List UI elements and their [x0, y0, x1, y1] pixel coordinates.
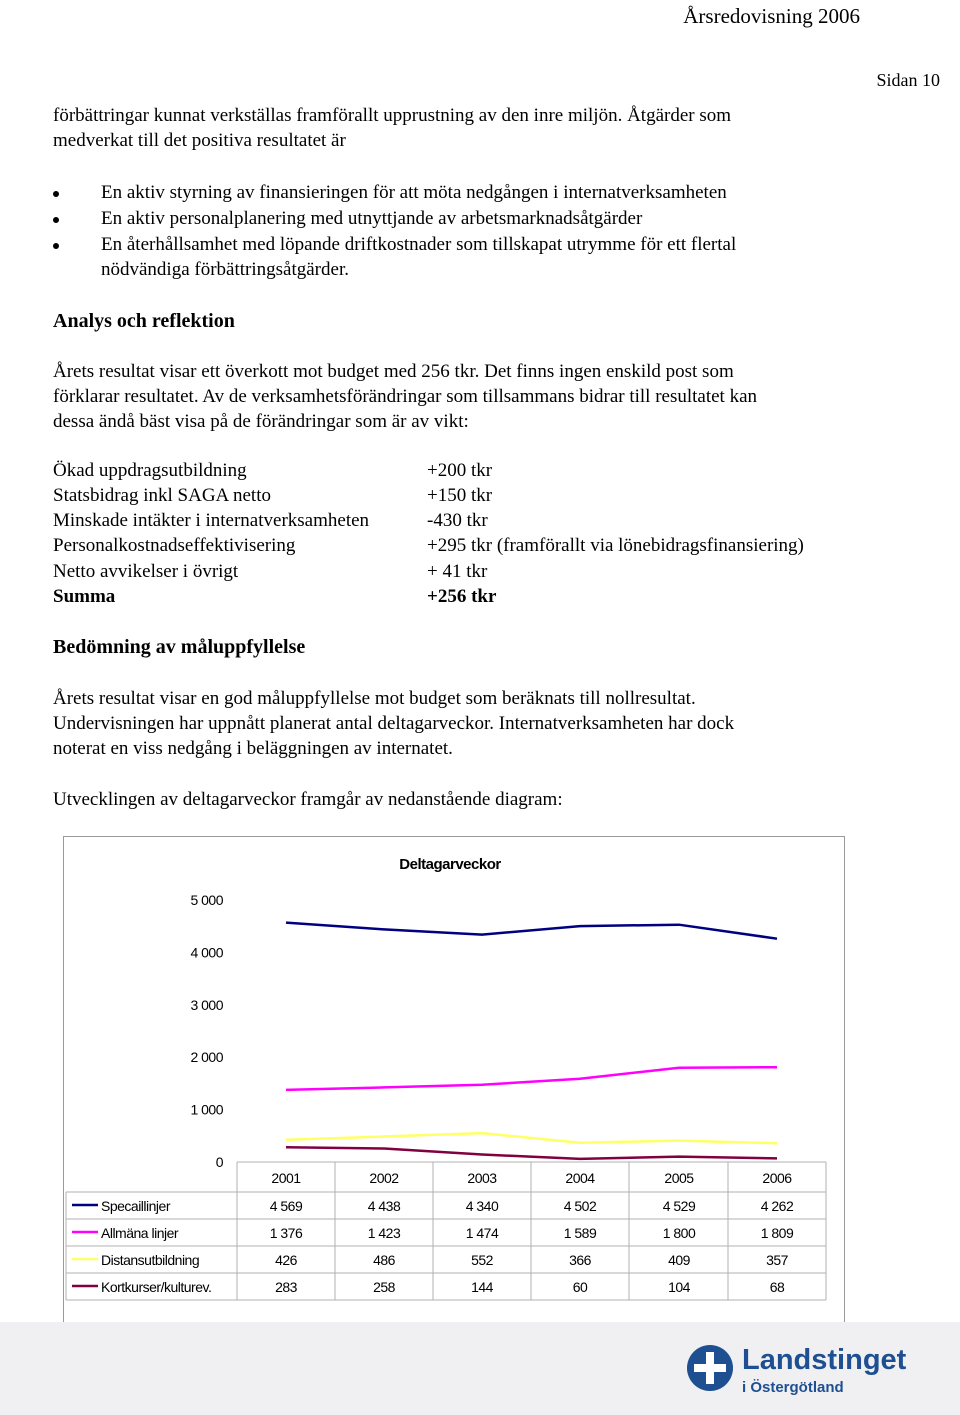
data-label: 486: [373, 1252, 395, 1268]
x-tick-label: 2006: [762, 1170, 792, 1186]
data-label: 4 262: [760, 1198, 794, 1214]
legend-label: Allmäna linjer: [101, 1225, 179, 1241]
data-label: 357: [766, 1252, 788, 1268]
chart-title: Deltagarveckor: [399, 856, 501, 873]
y-tick-label: 5 000: [190, 892, 223, 908]
analys-line: förklarar resultatet. Av de verksamhetsförändringar som tillsammans bidrar till resultatet kan: [53, 386, 758, 407]
data-label: 104: [668, 1279, 690, 1295]
data-label: 1 376: [269, 1225, 303, 1241]
y-tick-label: 3 000: [190, 996, 223, 1013]
legend-label: Specaillinjer: [101, 1198, 170, 1214]
legend-label: Distansutbildning: [101, 1252, 200, 1268]
bullet-item: [101, 206, 642, 231]
bedomning-line: Undervisningen har uppnått planerat antal deltagarveckor. Internatverksamheten har dock: [53, 713, 735, 734]
item-label: Ökad uppdragsutbildning: [53, 460, 247, 481]
line-chart: [64, 837, 844, 1323]
sum-value: +256 tkr: [427, 586, 497, 607]
data-label: 4 529: [662, 1198, 696, 1214]
data-label: 258: [373, 1279, 395, 1295]
item-label: Statsbidrag inkl SAGA netto: [53, 485, 271, 506]
bullet-item: [101, 232, 736, 282]
x-tick-label: 2002: [369, 1170, 399, 1186]
data-label: 144: [471, 1279, 493, 1295]
chart-frame: [63, 836, 845, 1324]
data-label: 68: [769, 1279, 785, 1295]
y-tick-label: 0: [215, 1154, 223, 1170]
bullet-text: nödvändiga förbättringsåtgärder.: [101, 259, 349, 280]
data-label: 1 800: [662, 1225, 696, 1241]
item-value: + 41 tkr: [427, 561, 488, 582]
item-value: -430 tkr: [427, 510, 488, 531]
y-tick-label: 4 000: [190, 944, 223, 961]
section-heading-analys: Analys och reflektion: [53, 310, 235, 332]
data-label: 366: [569, 1252, 591, 1268]
data-label: 283: [275, 1279, 297, 1295]
intro-line: medverkat till det positiva resultatet är: [53, 130, 346, 151]
series-line: [286, 1133, 777, 1143]
item-label: Netto avvikelser i övrigt: [53, 561, 239, 582]
data-label: 4 438: [367, 1198, 401, 1214]
data-label: 1 809: [760, 1225, 794, 1241]
item-label: Personalkostnadseffektivisering: [53, 535, 296, 556]
series-line: [286, 1147, 777, 1159]
data-label: 409: [668, 1252, 690, 1268]
bullet-text: En aktiv styrning av finansieringen för att möta nedgången i internatverksamheten: [101, 182, 727, 203]
logo-subtext: i Östergötland: [742, 1379, 844, 1396]
bullet-dot-icon: [53, 217, 59, 223]
landstinget-logo-icon: [686, 1344, 734, 1392]
y-tick-label: 1 000: [190, 1101, 223, 1118]
data-label: 1 589: [563, 1225, 597, 1241]
data-label: 1 423: [367, 1225, 401, 1241]
bedomning-paragraph: [53, 686, 734, 761]
data-label: 4 340: [465, 1198, 499, 1214]
data-label: 60: [572, 1279, 588, 1295]
intro-paragraph: [53, 103, 731, 153]
data-label: 4 502: [563, 1198, 597, 1214]
x-tick-label: 2005: [664, 1170, 694, 1186]
data-label: 426: [275, 1252, 297, 1268]
item-value: +200 tkr: [427, 460, 493, 481]
data-label: 4 569: [269, 1198, 303, 1214]
logo-text: Landstinget: [742, 1344, 907, 1376]
legend-label: Kortkurser/kulturev.: [101, 1279, 212, 1295]
x-tick-label: 2004: [565, 1170, 595, 1186]
item-value: +150 tkr: [427, 485, 493, 506]
y-tick-label: 2 000: [190, 1049, 223, 1066]
page-number: Sidan 10: [876, 70, 940, 90]
section-heading-bedomning: Bedömning av måluppfyllelse: [53, 636, 306, 658]
data-label: 1 474: [465, 1225, 499, 1241]
analys-line: dessa ändå bäst visa på de förändringar som är av vikt:: [53, 411, 469, 432]
data-label: 552: [471, 1252, 493, 1268]
analys-line: Årets resultat visar ett överkott mot budget med 256 tkr. Det finns ingen enskild post som: [53, 361, 734, 382]
analys-paragraph: [53, 359, 757, 434]
bullet-dot-icon: [53, 191, 59, 197]
bullet-item: [101, 180, 727, 205]
intro-line: förbättringar kunnat verkställas framförallt upprustning av den inre miljön. Åtgärder som: [53, 105, 732, 126]
bedomning-line: noterat en viss nedgång i beläggningen av internatet.: [53, 738, 453, 759]
sum-label: Summa: [53, 586, 116, 607]
document-header: Årsredovisning 2006: [683, 4, 860, 28]
bullet-text: En återhållsamhet med löpande driftkostnader som tillskapat utrymme för ett flertal: [101, 234, 737, 255]
item-value: +295 tkr (framförallt via lönebidragsfinansiering): [427, 535, 804, 556]
series-line: [286, 923, 777, 939]
footer-band: [0, 1322, 960, 1415]
bedomning-line: Årets resultat visar en god måluppfyllelse mot budget som beräknats till nollresultat.: [53, 688, 696, 709]
x-tick-label: 2001: [271, 1170, 301, 1186]
item-label: Minskade intäkter i internatverksamheten: [53, 510, 370, 531]
chart-intro: Utvecklingen av deltagarveckor framgår av nedanstående diagram:: [53, 789, 563, 810]
series-line: [286, 1067, 777, 1090]
x-tick-label: 2003: [467, 1170, 497, 1186]
bullet-text: En aktiv personalplanering med utnyttjande av arbetsmarknadsåtgärder: [101, 208, 643, 229]
bullet-dot-icon: [53, 243, 59, 249]
